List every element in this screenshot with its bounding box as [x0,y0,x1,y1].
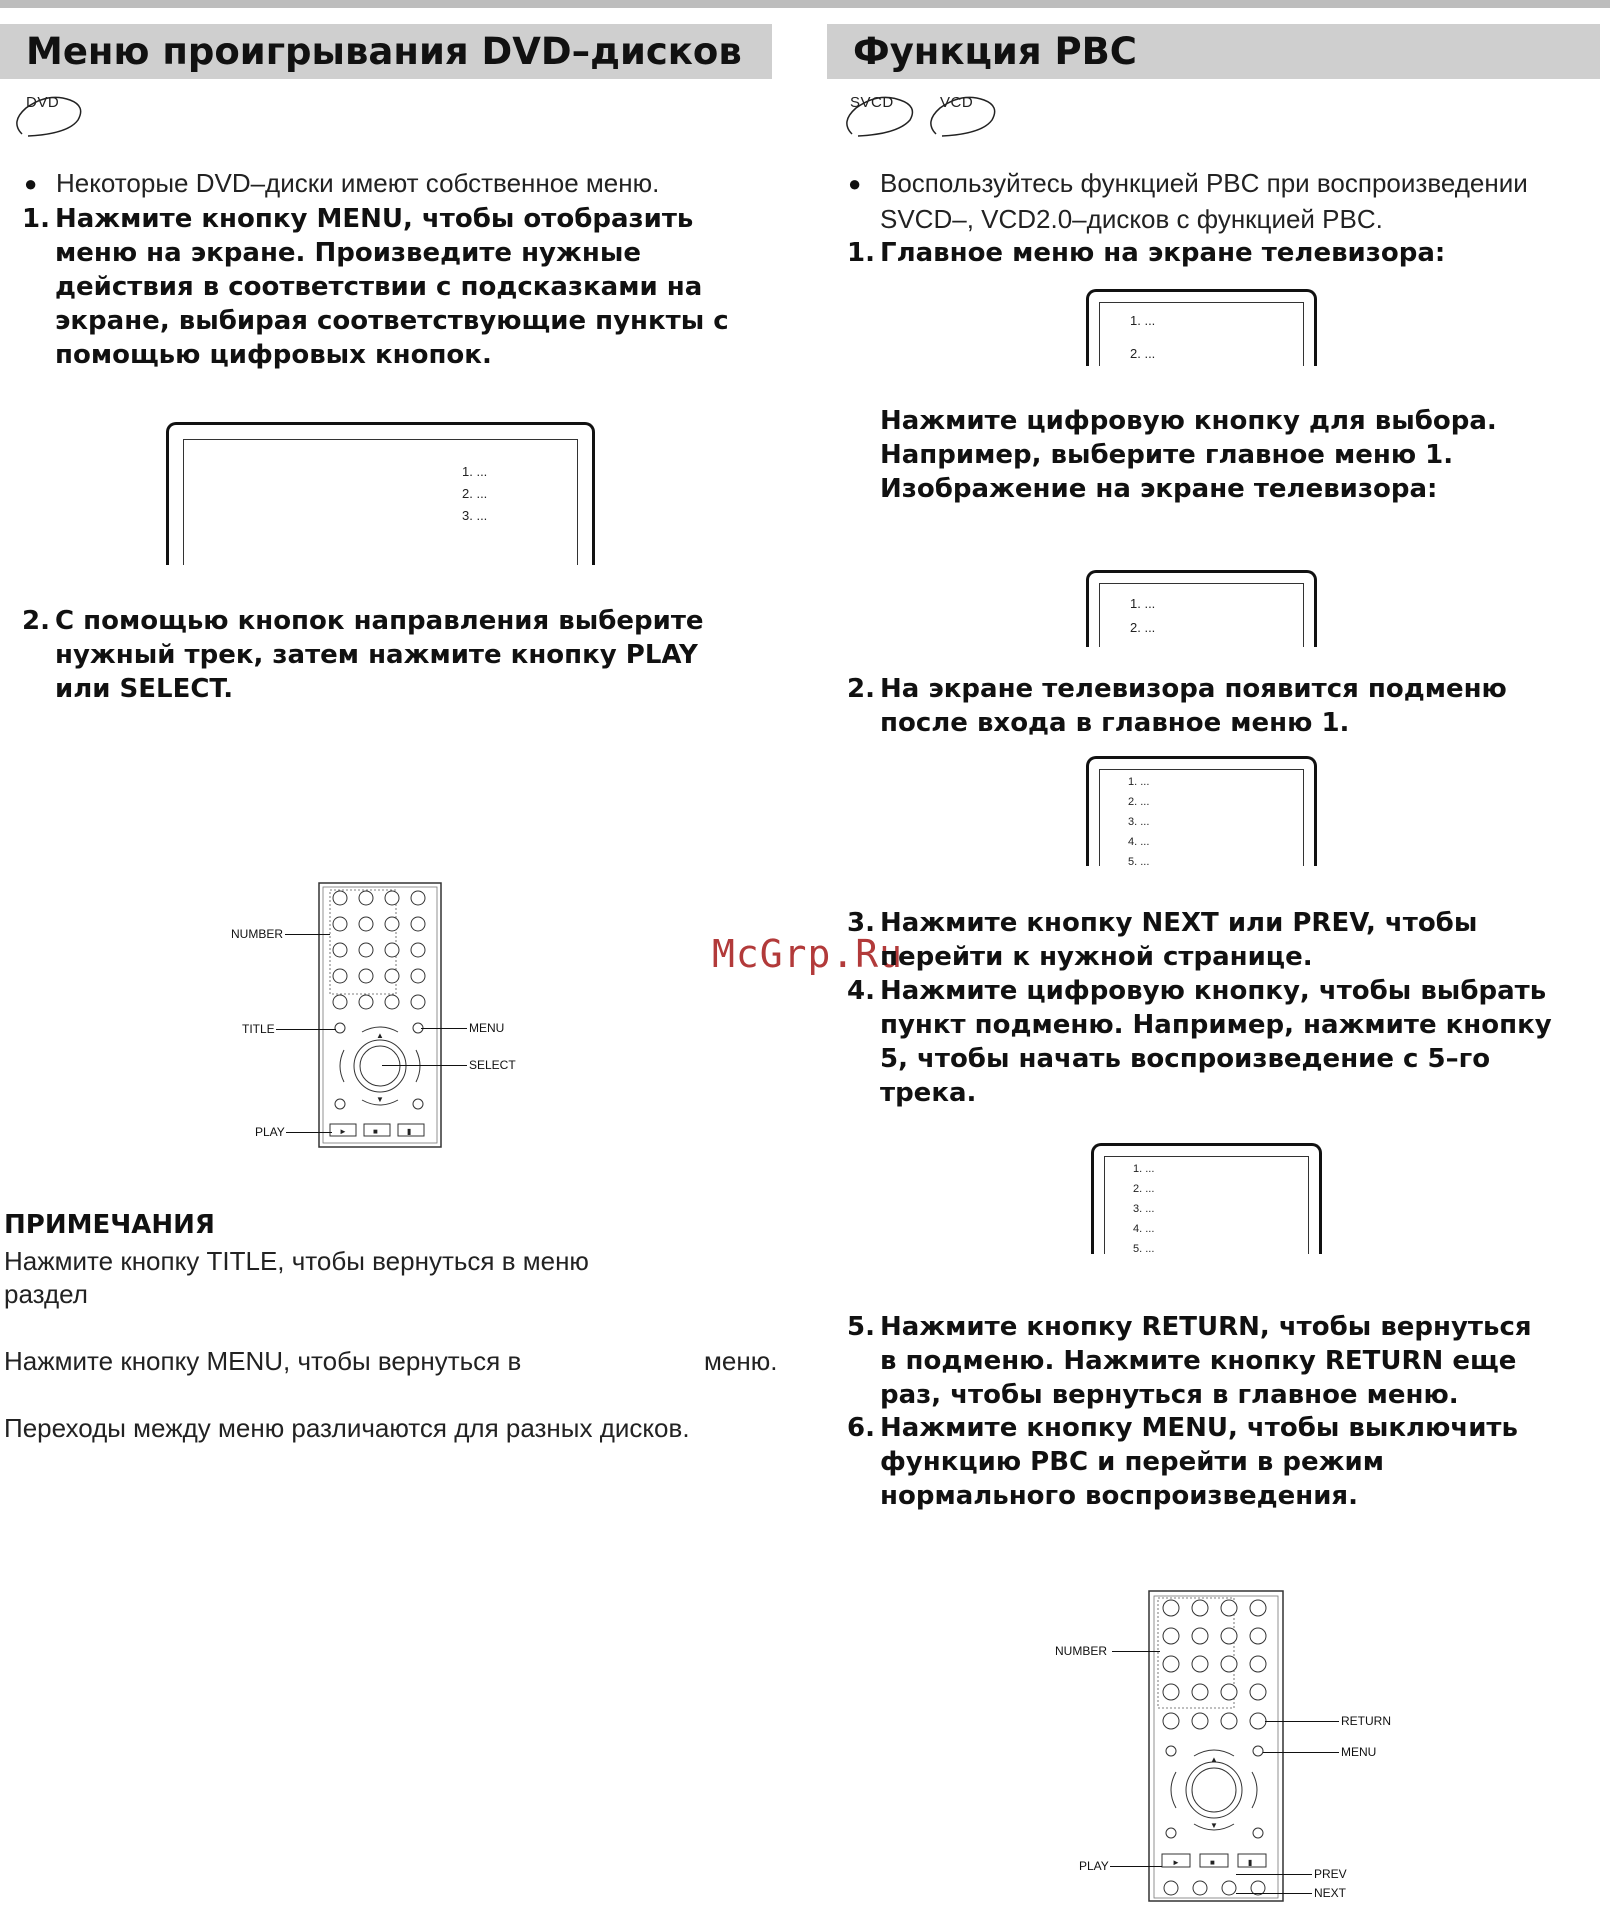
svg-text:▮: ▮ [1248,1858,1253,1867]
right-step-3 [847,906,1587,976]
screen-item: 1. ... [1128,776,1150,788]
remote-label-title: TITLE [242,1022,275,1036]
screen-item: 2. ... [1130,346,1156,361]
screen-item: 5. ... [1133,1243,1155,1255]
remote-label-menu: MENU [1341,1745,1377,1759]
screen-item: 4. ... [1128,836,1150,848]
step-number: 1. [847,238,875,268]
step-text: На экране телевизора появится подменю после входа в главное меню 1. [880,674,1507,738]
remote-label-prev: PREV [1314,1867,1347,1881]
remote-label-next: NEXT [1314,1886,1347,1900]
right-instruction: Нажмите цифровую кнопку для выбора. Например, выберите главное меню 1. Изображение на экране телевизора: [880,406,1497,504]
leader-line [285,934,330,935]
right-step-5 [847,1310,1587,1414]
step-text: Нажмите кнопку RETURN, чтобы вернуться в подменю. Нажмите кнопку RETURN еще раз, чтобы вернуться в главное меню. [880,1312,1532,1410]
step-text: Главное меню на экране телевизора: [880,238,1446,268]
vcd-disc-badge [922,92,1002,142]
remote-label-return: RETURN [1341,1714,1391,1728]
tv-screen-inner [1099,302,1304,366]
screen-item: 1. ... [462,464,488,479]
screen-item: 3. ... [462,508,488,523]
left-intro: Некоторые DVD–диски имеют собственное меню. [56,168,660,198]
step-number: 6. [847,1413,875,1443]
top-rule [0,0,1610,8]
remote-label-select: SELECT [469,1058,516,1072]
svg-text:▼: ▼ [1210,1821,1218,1830]
step-number: 1. [22,204,50,234]
right-step-4 [847,974,1587,1114]
note-2-suffix: меню. [704,1346,778,1376]
step-number: 2. [847,674,875,704]
leader-line [1236,1893,1312,1894]
remote-drawing [1148,1590,1284,1902]
note-1-line-2: раздел [4,1279,88,1309]
step-text: Нажмите кнопку NEXT или PREV, чтобы перейти к нужной странице. [880,908,1478,972]
notes-title: ПРИМЕЧАНИЯ [4,1210,215,1240]
dvd-disc-badge [8,92,88,142]
leader-line [1236,1874,1312,1875]
remote-control-diagram [318,882,442,1148]
step-number: 5. [847,1312,875,1342]
remote-label-number: NUMBER [231,927,284,941]
right-intro-line-2: SVCD–, VCD2.0–дисков с функцией PBC. [880,204,1383,234]
left-section-header: Меню проигрывания DVD–дисков [0,24,772,79]
leader-line [286,1132,332,1133]
left-step-2 [22,604,782,714]
remote-label-play: PLAY [255,1125,285,1139]
tv-screen-inner [1104,1156,1309,1254]
svg-text:▼: ▼ [376,1095,384,1104]
right-step-6 [847,1411,1587,1515]
tv-screen-inner [1099,583,1304,647]
remote-control-diagram-pbc [1148,1590,1284,1902]
remote-label-play: PLAY [1079,1859,1109,1873]
note-2-text: Нажмите кнопку MENU, чтобы вернуться в [4,1346,522,1376]
svg-text:■: ■ [373,1127,378,1136]
svcd-disc-badge [838,92,920,142]
leader-line [1112,1651,1160,1652]
screen-item: 1. ... [1133,1163,1155,1175]
leader-line [1110,1866,1162,1867]
remote-drawing [318,882,442,1148]
svg-text:▮: ▮ [407,1127,412,1136]
svg-text:►: ► [339,1127,347,1136]
screen-item: 4. ... [1133,1223,1155,1235]
bullet-icon: ● [848,171,862,196]
bullet-icon: ● [24,171,38,196]
right-section-header: Функция PBC [827,24,1600,79]
step-number: 2. [22,606,50,636]
tv-screen-selected-menu [1086,570,1317,647]
screen-item: 2. ... [1133,1183,1155,1195]
step-text: Нажмите кнопку MENU, чтобы отобразить меню на экране. Произведите нужные действия в соответствии с подсказками на экране, выбирая соответствующие пункты с помощью цифровых кнопок. [55,204,729,370]
right-step-2 [847,672,1587,742]
screen-item: 3. ... [1133,1203,1155,1215]
svg-text:▲: ▲ [1210,1755,1218,1764]
tv-screen-inner [1099,769,1304,866]
left-step-1 [22,202,782,382]
watermark: McGrp.Ru [712,932,904,976]
note-3-text: Переходы между меню различаются для разных дисков. [4,1413,690,1443]
screen-item: 3. ... [1128,816,1150,828]
leader-line [1263,1752,1339,1753]
tv-screen-main-menu [1086,289,1317,366]
dvd-badge-label: DVD [26,94,60,111]
svcd-badge-label: SVCD [850,94,894,111]
leader-line [276,1029,336,1030]
remote-label-menu: MENU [469,1021,505,1035]
vcd-badge-label: VCD [940,94,974,111]
screen-item: 5. ... [1128,856,1150,868]
svg-text:►: ► [1172,1858,1180,1867]
step-text: Нажмите кнопку MENU, чтобы выключить функцию PBC и перейти в режим нормального воспроизведения. [880,1413,1518,1511]
remote-label-number: NUMBER [1055,1644,1108,1658]
tv-screen-submenu [1086,756,1317,866]
tv-screen-dvd-menu [166,422,595,565]
step-text: Нажмите цифровую кнопку, чтобы выбрать пункт подменю. Например, нажмите кнопку 5, чтобы начать воспроизведение с 5–го трека. [880,976,1552,1108]
leader-line [421,1028,467,1029]
svg-text:▲: ▲ [376,1031,384,1040]
svg-text:■: ■ [1210,1858,1215,1867]
step-text: С помощью кнопок направления выберите нужный трек, затем нажмите кнопку PLAY или SELECT. [55,606,704,704]
note-1-line-1: Нажмите кнопку TITLE, чтобы вернуться в меню [4,1246,589,1276]
screen-item: 2. ... [1128,796,1150,808]
step-number: 4. [847,976,875,1006]
right-intro-line-1: Воспользуйтесь функцией PBC при воспроизведении [880,168,1528,198]
screen-item: 2. ... [462,486,488,501]
right-step-1 [847,236,1587,272]
tv-screen-submenu-2 [1091,1143,1322,1254]
tv-screen-inner [183,439,578,565]
leader-line [382,1065,467,1066]
step-number: 3. [847,908,875,938]
screen-item: 1. ... [1130,596,1156,611]
screen-item: 2. ... [1130,620,1156,635]
leader-line [1265,1721,1339,1722]
screen-item: 1. ... [1130,313,1156,328]
